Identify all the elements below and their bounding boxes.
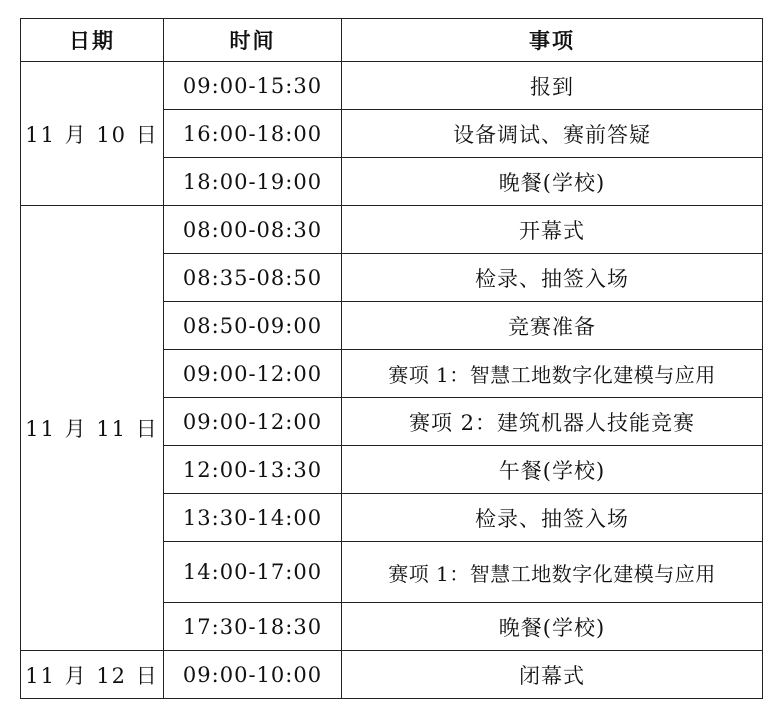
header-date: 日期 [21,19,164,62]
time-cell: 09:00-15:30 [164,62,342,110]
date-cell: 11 月 12 日 [21,651,164,699]
item-cell: 检录、抽签入场 [342,254,763,302]
item-cell: 午餐(学校) [342,446,763,494]
item-cell: 报到 [342,62,763,110]
table-row [21,62,763,110]
header-row [21,19,763,62]
item-cell: 赛项 2：建筑机器人技能竞赛 [342,398,763,446]
schedule-table [20,18,763,699]
item-cell: 设备调试、赛前答疑 [342,110,763,158]
time-cell: 12:00-13:30 [164,446,342,494]
item-cell: 赛项 1：智慧工地数字化建模与应用 [342,350,763,398]
item-cell: 晚餐(学校) [342,158,763,206]
item-cell: 检录、抽签入场 [342,494,763,542]
item-cell: 竞赛准备 [342,302,763,350]
table-row [21,206,763,254]
date-cell: 11 月 11 日 [21,206,164,651]
time-cell: 09:00-10:00 [164,651,342,699]
time-cell: 08:00-08:30 [164,206,342,254]
time-cell: 09:00-12:00 [164,350,342,398]
time-cell: 13:30-14:00 [164,494,342,542]
time-cell: 18:00-19:00 [164,158,342,206]
schedule-container [20,18,763,699]
time-cell: 14:00-17:00 [164,542,342,603]
time-cell: 16:00-18:00 [164,110,342,158]
date-cell: 11 月 10 日 [21,62,164,206]
time-cell: 08:35-08:50 [164,254,342,302]
time-cell: 08:50-09:00 [164,302,342,350]
time-cell: 09:00-12:00 [164,398,342,446]
header-item: 事项 [342,19,763,62]
item-cell: 开幕式 [342,206,763,254]
time-cell: 17:30-18:30 [164,603,342,651]
item-cell: 晚餐(学校) [342,603,763,651]
header-time: 时间 [164,19,342,62]
item-cell: 赛项 1：智慧工地数字化建模与应用 [342,542,763,603]
table-row [21,651,763,699]
item-cell: 闭幕式 [342,651,763,699]
